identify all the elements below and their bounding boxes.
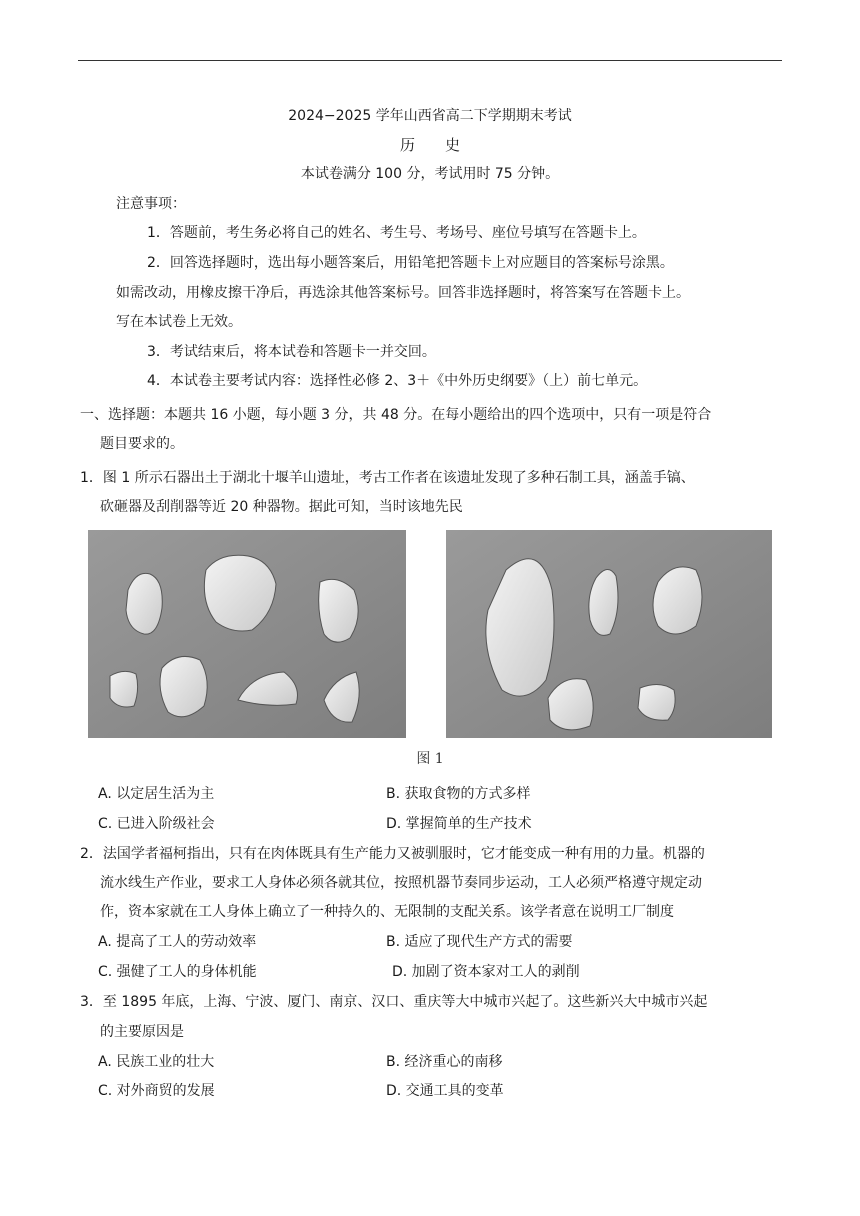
note-2-cont: 如需改动，用橡皮擦干净后，再选涂其他答案标号。回答非选择题时，将答案写在答题卡上。 [116,285,690,301]
q3-stem: 3．至 1895 年底，上海、宁波、厦门、南京、汉口、重庆等大中城市兴起了。这些新兴大中城市兴起 [80,994,708,1010]
exam-info: 本试卷满分 100 分，考试用时 75 分钟。 [300,166,560,182]
q3-option-c: C. 对外商贸的发展 [98,1083,215,1099]
note-2-cont2: 写在本试卷上无效。 [116,314,242,330]
q2-option-a: A. 提高了工人的劳动效率 [98,934,257,950]
q1-option-a: A. 以定居生活为主 [98,786,215,802]
q3-stem-cont: 的主要原因是 [100,1024,184,1040]
note-3: 3．考试结束后，将本试卷和答题卡一并交回。 [147,344,436,360]
stone-tools-photo-right [446,530,772,738]
q2-stem: 2．法国学者福柯指出，只有在肉体既具有生产能力又被驯服时，它才能变成一种有用的力量。机器的 [80,846,705,862]
notes-heading: 注意事项： [116,196,186,212]
note-1: 1．答题前，考生务必将自己的姓名、考生号、考场号、座位号填写在答题卡上。 [147,225,646,241]
note-4: 4．本试卷主要考试内容：选择性必修 2、3＋《中外历史纲要》（上）前七单元。 [147,373,648,389]
q2-option-b: B. 适应了现代生产方式的需要 [386,934,573,950]
q3-option-d: D. 交通工具的变革 [386,1083,504,1099]
q2-stem-cont: 流水线生产作业，要求工人身体必须各就其位，按照机器节奏同步运动，工人必须严格遵守规定动 [100,875,702,891]
q3-option-b: B. 经济重心的南移 [386,1054,503,1070]
section-1-heading: 一、选择题：本题共 16 小题，每小题 3 分，共 48 分。在每小题给出的四个选项中，只有一项是符合 [80,407,712,423]
q2-stem-cont2: 作，资本家就在工人身体上确立了一种持久的、无限制的支配关系。该学者意在说明工厂制度 [100,904,674,920]
q1-stem: 1．图 1 所示石器出土于湖北十堰羊山遗址，考古工作者在该遗址发现了多种石制工具，涵盖手镐、 [80,470,695,486]
exam-title: 2024−2025 学年山西省高二下学期期末考试 [288,108,572,124]
q1-stem-cont: 砍砸器及刮削器等近 20 种器物。据此可知，当时该地先民 [100,499,463,515]
q1-option-b: B. 获取食物的方式多样 [386,786,531,802]
stone-tools-photo-left [88,530,406,738]
figure-1-caption: 图 1 [416,751,444,767]
q1-option-c: C. 已进入阶级社会 [98,816,215,832]
note-2: 2．回答选择题时，选出每小题答案后，用铅笔把答题卡上对应题目的答案标号涂黑。 [147,255,674,271]
subject-title: 历 史 [399,136,460,154]
section-1-heading-cont: 题目要求的。 [100,436,184,452]
q2-option-d: D. 加剧了资本家对工人的剥削 [392,964,580,980]
q2-option-c: C. 强健了工人的身体机能 [98,964,257,980]
q1-option-d: D. 掌握简单的生产技术 [386,816,532,832]
header-rule [78,60,782,61]
q3-option-a: A. 民族工业的壮大 [98,1054,215,1070]
